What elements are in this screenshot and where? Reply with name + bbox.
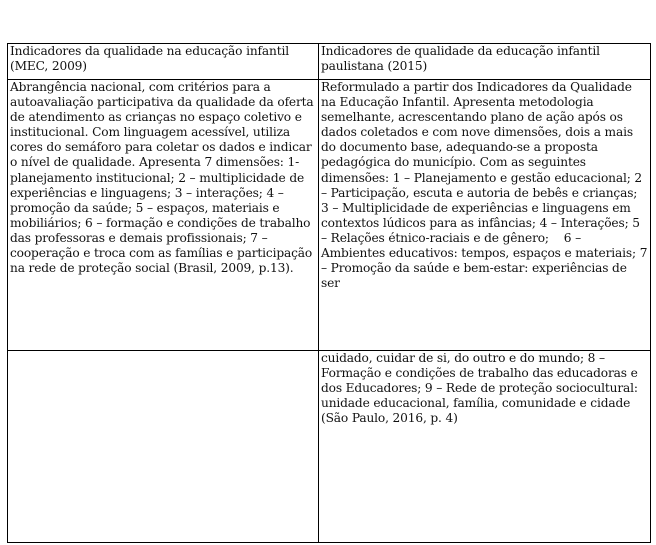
header-paulistana-2015-text: Indicadores de qualidade da educação infantil paulistana (2015) — [321, 44, 604, 74]
paulistana-2015-continuation-text: cuidado, cuidar de si, do outro e do mundo; 8 – Formação e condições de trabalho das educadoras e dos Educadores; 9 – Rede de proteção sociocultural: unidade educacional, família, comunidade e cidade (São Paulo, 2016, p. 4) — [321, 351, 642, 426]
table-row — [8, 351, 651, 543]
table-header-row — [8, 44, 651, 80]
cell-mec-2009-description — [8, 80, 319, 351]
table-row — [8, 80, 651, 351]
header-mec-2009-text: Indicadores da qualidade na educação infantil (MEC, 2009) — [10, 44, 293, 74]
paulistana-2015-description-text: Reformulado a partir dos Indicadores da Qualidade na Educação Infantil. Apresenta metodologia semelhante, acrescentando plano de ação após os dados coletados e com nove dimensões, dois a mais do documento base, adequando-se a proposta pedagógica do município. Com as seguintes dimensões: 1 – Planejamento e gestão educacional; 2 – Participação, escuta e autoria de bebês e crianças; 3 – Multiplicidade de experiências e linguagens em contextos lúdicos para as infâncias; 4 – Interações; 5 – Relações étnico-raciais e de gênero; 6 – Ambientes educativos: tempos, espaços e materiais; 7 – Promoção da saúde e bem-estar: experiências de ser — [321, 80, 652, 291]
header-cell-paulistana-2015 — [319, 44, 651, 80]
cell-empty-left — [8, 351, 319, 543]
cell-paulistana-2015-description — [319, 80, 651, 351]
cell-paulistana-2015-continuation — [319, 351, 651, 543]
indicators-comparison-table — [7, 43, 651, 543]
header-cell-mec-2009 — [8, 44, 319, 80]
mec-2009-description-text: Abrangência nacional, com critérios para a autoavaliação participativa da qualidade da oferta de atendimento as crianças no espaço coletivo e institucional. Com linguagem acessível, utiliza cores do semáforo para coletar os dados e indicar o nível de qualidade. Apresenta 7 dimensões: 1- planejamento institucional; 2 – multiplicidade de experiências e linguagens; 3 – interações; 4 – promoção da saúde; 5 – espaços, materiais e mobiliários; 6 – formação e condições de trabalho das professoras e demais profissionais; 7 – cooperação e troca com as famílias e participação na rede de proteção social (Brasil, 2009, p.13). — [10, 80, 318, 276]
